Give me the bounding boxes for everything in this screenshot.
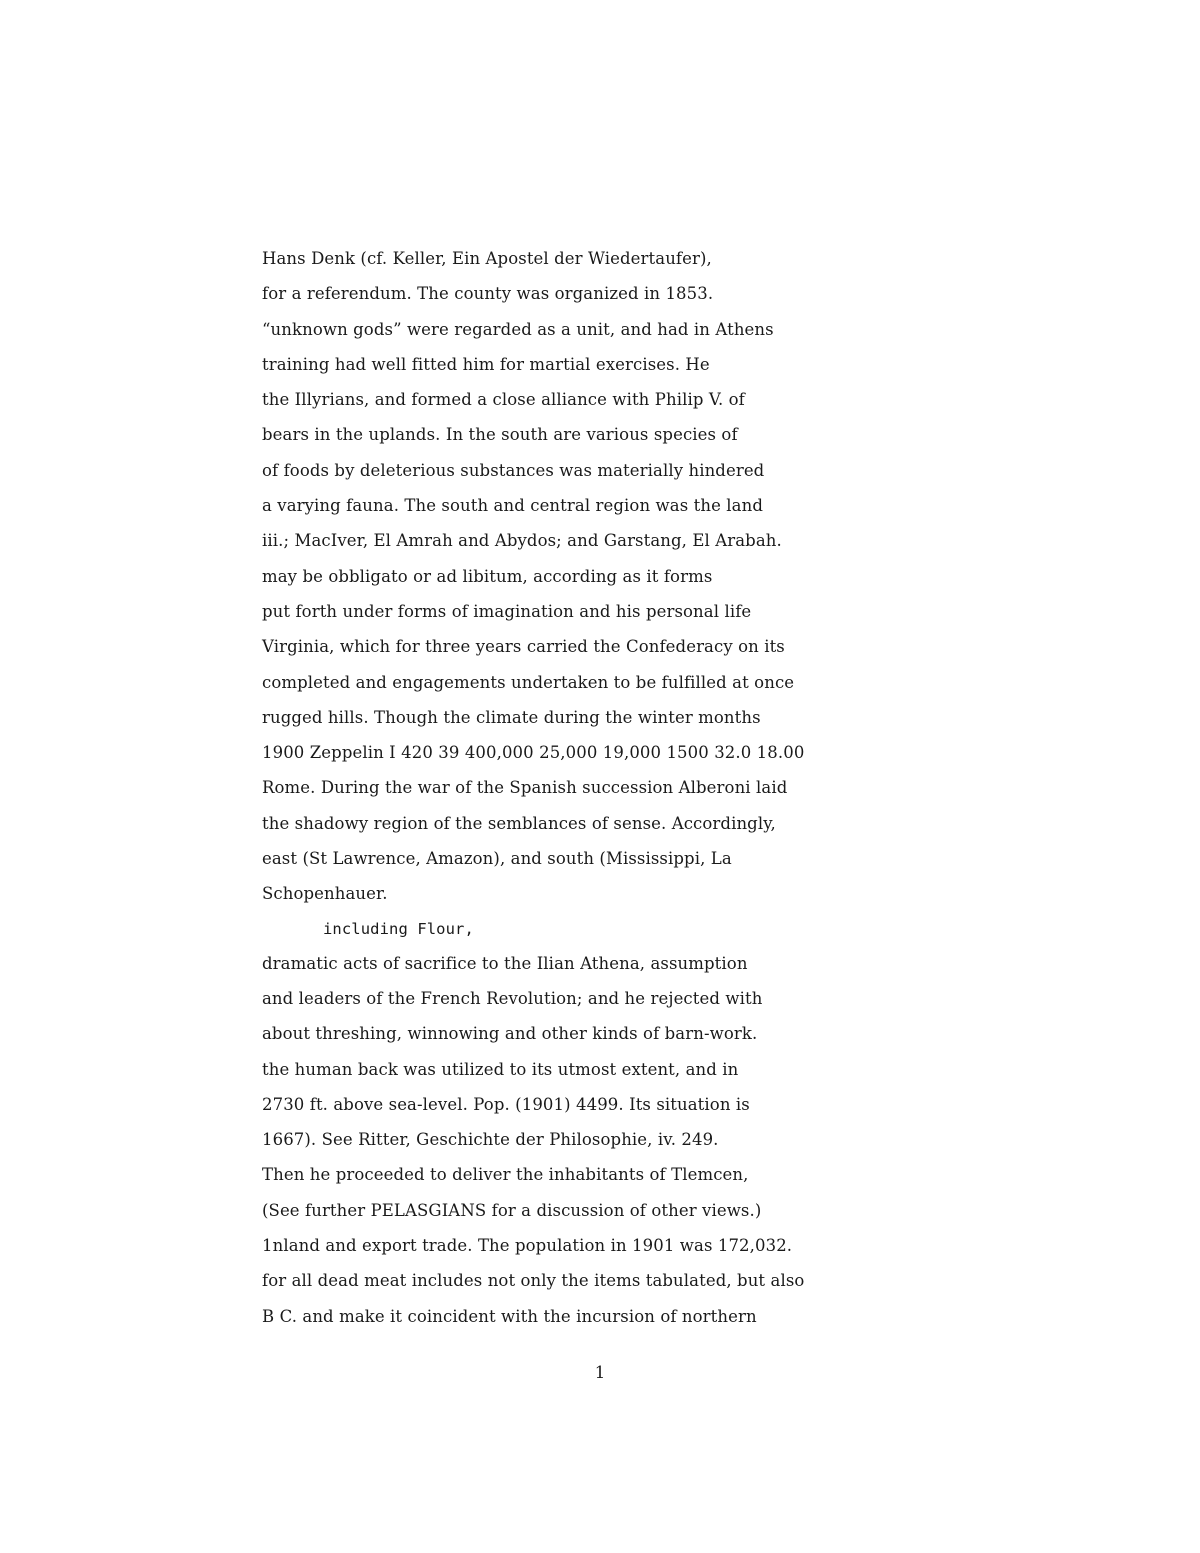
text-line: east (St Lawrence, Amazon), and south (Mississippi, La xyxy=(262,849,732,869)
text-line: 1nland and export trade. The population in 1901 was 172,032. xyxy=(262,1236,793,1256)
text-line: Then he proceeded to deliver the inhabitants of Tlemcen, xyxy=(262,1165,749,1185)
text-line: training had well fitted him for martial exercises. He xyxy=(262,354,710,374)
body-text xyxy=(262,246,862,1339)
text-line: the shadowy region of the semblances of sense. Accordingly, xyxy=(262,813,776,833)
code-line: including Flour, xyxy=(323,919,474,938)
text-line: bears in the uplands. In the south are various species of xyxy=(262,425,738,445)
text-line: Schopenhauer. xyxy=(262,884,388,904)
text-line: for a referendum. The county was organized in 1853. xyxy=(262,284,714,304)
text-line: iii.; MacIver, El Amrah and Abydos; and Garstang, El Arabah. xyxy=(262,531,782,551)
text-line: 1900 Zeppelin I 420 39 400,000 25,000 19,000 1500 32.0 18.00 xyxy=(262,743,805,763)
text-line: B C. and make it coincident with the incursion of northern xyxy=(262,1306,757,1326)
text-line: Hans Denk (cf. Keller, Ein Apostel der Wiedertaufer), xyxy=(262,249,712,268)
text-line: completed and engagements undertaken to be fulfilled at once xyxy=(262,672,795,692)
text-line: the human back was utilized to its utmost extent, and in xyxy=(262,1059,739,1079)
text-line: about threshing, winnowing and other kinds of barn-work. xyxy=(262,1024,758,1044)
page-number: 1 xyxy=(594,1363,606,1382)
text-line: rugged hills. Though the climate during the winter months xyxy=(262,707,761,727)
text-line: Rome. During the war of the Spanish succession Alberoni laid xyxy=(262,778,788,798)
text-line: dramatic acts of sacrifice to the Ilian Athena, assumption xyxy=(262,953,748,973)
text-line: Virginia, which for three years carried the Confederacy on its xyxy=(262,637,785,657)
text-line: “unknown gods” were regarded as a unit, and had in Athens xyxy=(262,319,774,339)
text-line: of foods by deleterious substances was materially hindered xyxy=(262,460,765,480)
text-line: and leaders of the French Revolution; and he rejected with xyxy=(262,988,763,1008)
text-line: (See further PELASGIANS for a discussion of other views.) xyxy=(262,1200,762,1220)
text-line: for all dead meat includes not only the items tabulated, but also xyxy=(262,1271,805,1291)
text-line: may be obbligato or ad libitum, according as it forms xyxy=(262,566,713,586)
text-line: 1667). See Ritter, Geschichte der Philosophie, iv. 249. xyxy=(262,1130,719,1150)
text-line: put forth under forms of imagination and his personal life xyxy=(262,601,752,621)
text-line: the Illyrians, and formed a close alliance with Philip V. of xyxy=(262,390,745,410)
text-line: 2730 ft. above sea-level. Pop. (1901) 4499. Its situation is xyxy=(262,1094,750,1114)
text-line: a varying fauna. The south and central region was the land xyxy=(262,496,763,516)
